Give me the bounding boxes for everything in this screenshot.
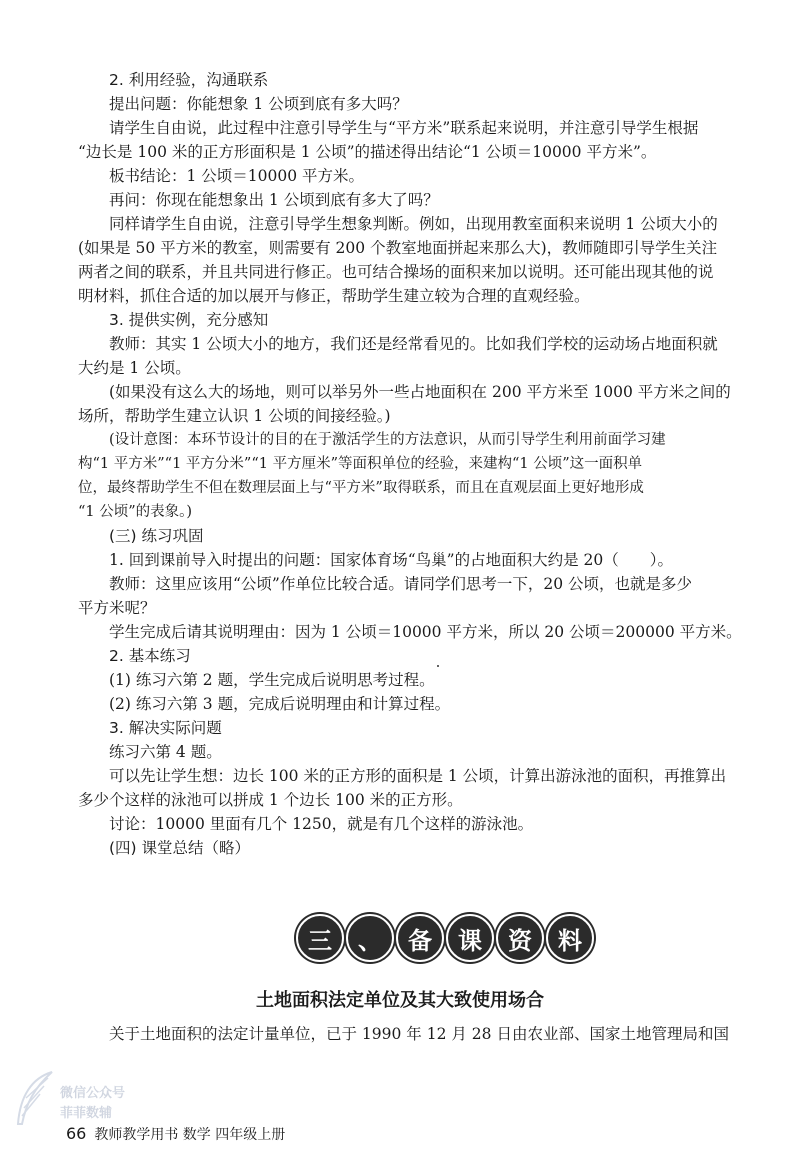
design-note-line: 构“1 平方米”“1 平方分米”“1 平方厘米”等面积单位的经验，来建构“1 公顷”这一面积单 bbox=[78, 456, 643, 472]
feather-icon bbox=[12, 1068, 58, 1130]
subheading: 2. 基本练习 bbox=[109, 647, 191, 665]
design-note-line: “1 公顷”的表象。) bbox=[78, 504, 193, 520]
watermark-line: 微信公众号 bbox=[60, 1086, 126, 1101]
text-line: 1. 回到课前导入时提出的问题：国家体育场“鸟巢”的占地面积大约是 20（ ）。 bbox=[109, 551, 673, 569]
print-speck bbox=[437, 665, 439, 667]
text-line: 再问：你现在能想象出 1 公顷到底有多大了吗？ bbox=[109, 191, 439, 209]
text-line: 提出问题：你能想象 1 公顷到底有多大吗？ bbox=[109, 95, 408, 113]
text-line: (如果没有这么大的场地，则可以举另外一些占地面积在 200 平方米至 1000 平方米之间的 bbox=[109, 383, 731, 401]
banner-char: 、 bbox=[346, 914, 394, 962]
design-note-line: (设计意图：本环节设计的目的在于激活学生的方法意识，从而引导学生利用前面学习建 bbox=[109, 432, 666, 448]
subheading: 3. 提供实例，充分感知 bbox=[109, 311, 269, 329]
text-line: 教师：这里应该用“公顷”作单位比较合适。请同学们思考一下，20 公顷，也就是多少 bbox=[109, 575, 693, 593]
banner-char: 课 bbox=[446, 914, 494, 962]
subheading: 2. 利用经验，沟通联系 bbox=[109, 71, 269, 89]
article-paragraph: 关于土地面积的法定计量单位，已于 1990 年 12 月 28 日由农业部、国家土地管理局和国 bbox=[109, 1025, 729, 1043]
text-line: 场所，帮助学生建立认识 1 公顷的间接经验。) bbox=[78, 407, 391, 425]
text-line: 练习六第 4 题。 bbox=[109, 743, 222, 761]
text-line: (1) 练习六第 2 题，学生完成后说明思考过程。 bbox=[109, 671, 435, 689]
watermark-line: 菲菲数辅 bbox=[60, 1106, 113, 1121]
text-line: (如果是 50 平方米的教室，则需要有 200 个教室地面拼起来那么大)，教师随即引导学生关注 bbox=[78, 239, 718, 257]
text-line: 两者之间的联系，并且共同进行修正。也可结合操场的面积来加以说明。还可能出现其他的说 bbox=[78, 263, 714, 281]
text-line: 同样请学生自由说，注意引导学生想象判断。例如，出现用教室面积来说明 1 公顷大小的 bbox=[109, 215, 718, 233]
banner-char: 备 bbox=[396, 914, 444, 962]
text-line: 平方米呢？ bbox=[78, 599, 156, 617]
section-banner bbox=[296, 913, 594, 963]
banner-char: 料 bbox=[546, 914, 594, 962]
subheading: (四) 课堂总结（略） bbox=[109, 839, 251, 857]
text-line: 明材料，抓住合适的加以展开与修正，帮助学生建立较为合理的直观经验。 bbox=[78, 287, 590, 305]
book-title: 教师教学用书 数学 四年级上册 bbox=[94, 1127, 286, 1143]
banner-char: 资 bbox=[496, 914, 544, 962]
page-number: 66 bbox=[66, 1124, 87, 1143]
text-line: “边长是 100 米的正方形面积是 1 公顷”的描述得出结论“1 公顷＝10000 平方米”。 bbox=[78, 143, 657, 161]
article-title: 土地面积法定单位及其大致使用场合 bbox=[256, 990, 544, 1011]
text-line: 讨论：10000 里面有几个 1250，就是有几个这样的游泳池。 bbox=[109, 815, 534, 833]
subheading: (三) 练习巩固 bbox=[109, 527, 204, 545]
banner-char: 三 bbox=[296, 914, 344, 962]
design-note-line: 位，最终帮助学生不但在数理层面上与“平方米”取得联系，而且在直观层面上更好地形成 bbox=[78, 480, 644, 496]
text-line: (2) 练习六第 3 题，完成后说明理由和计算过程。 bbox=[109, 695, 451, 713]
text-line: 大约是 1 公顷。 bbox=[78, 359, 191, 377]
subheading: 3. 解决实际问题 bbox=[109, 719, 222, 737]
text-line: 多少个这样的泳池可以拼成 1 个边长 100 米的正方形。 bbox=[78, 791, 463, 809]
text-line: 可以先让学生想：边长 100 米的正方形的面积是 1 公顷，计算出游泳池的面积，再推算出 bbox=[109, 767, 727, 785]
lesson-body bbox=[78, 68, 743, 860]
text-line: 学生完成后请其说明理由：因为 1 公顷＝10000 平方米，所以 20 公顷＝200000 平方米。 bbox=[109, 623, 742, 641]
page-footer bbox=[66, 1124, 285, 1144]
text-line: 请学生自由说，此过程中注意引导学生与“平方米”联系起来说明，并注意引导学生根据 bbox=[109, 119, 699, 137]
text-line: 教师：其实 1 公顷大小的地方，我们还是经常看见的。比如我们学校的运动场占地面积就 bbox=[109, 335, 718, 353]
text-line: 板书结论：1 公顷＝10000 平方米。 bbox=[109, 167, 365, 185]
